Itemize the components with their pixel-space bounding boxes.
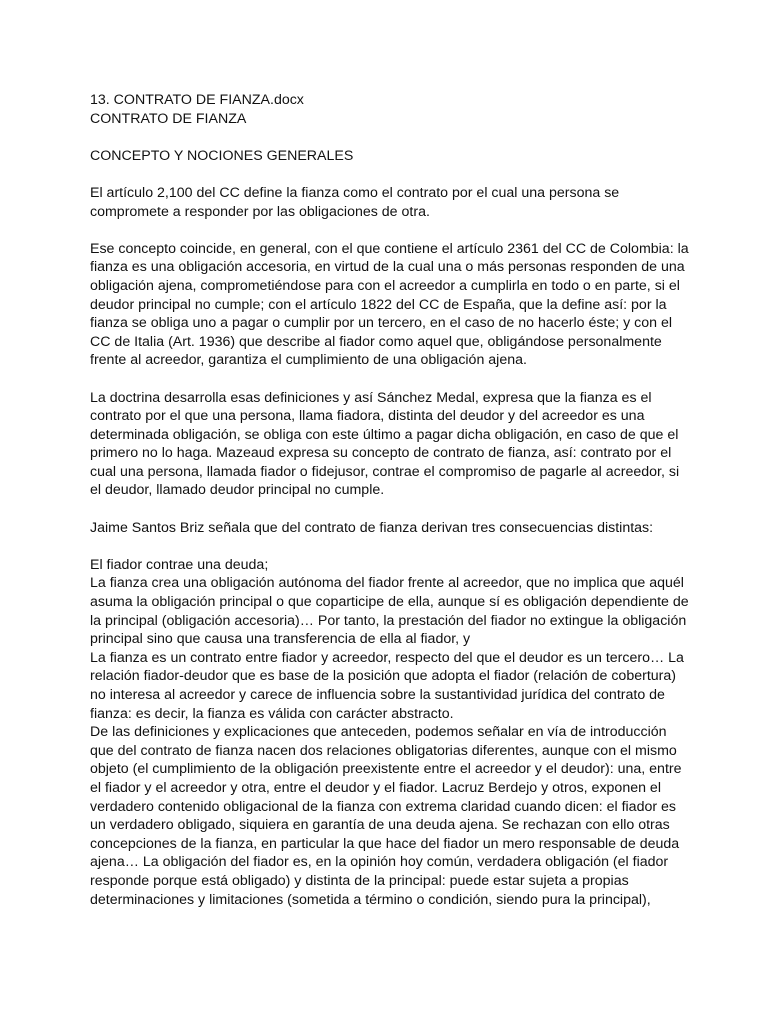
- blank-line: [90, 165, 690, 184]
- paragraph: [90, 389, 690, 501]
- paragraph-line: CC de Italia (Art. 1936) que describe al fiador como aquel que, obligándose personalmente: [90, 333, 662, 350]
- paragraph-line: determinada obligación, se obliga con este último a pagar dicha obligación, en caso de que el: [90, 426, 679, 443]
- blank-line: [90, 537, 690, 556]
- blank-line: [90, 370, 690, 389]
- paragraph: [90, 556, 690, 909]
- paragraph-line: el deudor, llamado deudor principal no cumple.: [90, 482, 385, 499]
- section-heading: CONCEPTO Y NOCIONES GENERALES: [90, 147, 354, 164]
- paragraph-line: primero no lo haga. Mazeaud expresa su concepto de contrato de fianza, así: contrato por el: [90, 445, 672, 462]
- blank-line: [90, 221, 690, 240]
- paragraph: [90, 240, 690, 370]
- document-body: [90, 91, 690, 909]
- paragraph-container: [90, 184, 690, 909]
- paragraph-line: objeto (el cumplimiento de la obligación preexistente entre el acreedor y el deudor): una, entre: [90, 761, 682, 778]
- paragraph-line: cual una persona, llamada fiador o fidejusor, contrae el compromiso de pagarle al acreedor, si: [90, 463, 680, 480]
- paragraph-line: La fianza es un contrato entre fiador y acreedor, respecto del que el deudor es un tercero… La: [90, 649, 684, 666]
- paragraph-line: verdadero contenido obligacional de la fianza con extrema claridad cuando dicen: el fiador es: [90, 798, 677, 815]
- paragraph-line: El artículo 2,100 del CC define la fianza como el contrato por el cual una persona se: [90, 184, 620, 201]
- paragraph: [90, 519, 690, 538]
- paragraph-line: El fiador contrae una deuda;: [90, 556, 269, 573]
- paragraph-line: fianza se obliga uno a pagar o cumplir por un tercero, en el caso de no hacerlo éste; y con el: [90, 315, 673, 332]
- paragraph-line: asuma la obligación principal o que coparticipe de ella, aunque sí es obligación dependiente de: [90, 594, 689, 611]
- paragraph-line: contrato por el que una persona, llama fiadora, distinta del deudor y del acreedor es una: [90, 408, 645, 425]
- paragraph-line: obligación ajena, comprometiéndose para con el acreedor a cumplirla en todo o en parte, si el: [90, 277, 680, 294]
- paragraph-line: deudor principal no cumple; con el artículo 1822 del CC de España, que la define así: por la: [90, 296, 667, 313]
- paragraph-line: determinaciones y limitaciones (sometida a término o condición, siendo pura la principal),: [90, 891, 651, 908]
- blank-line: [90, 500, 690, 519]
- blank-line: [90, 128, 690, 147]
- paragraph-line: que del contrato de fianza nacen dos relaciones obligatorias diferentes, aunque con el mismo: [90, 742, 677, 759]
- document-filename: 13. CONTRATO DE FIANZA.docx: [90, 92, 304, 108]
- paragraph-line: relación fiador-deudor que es base de la posición que adopta el fiador (relación de cobertura): [90, 668, 677, 685]
- paragraph-line: responde porque está obligado) y distinta de la principal: puede estar sujeta a propias: [90, 872, 629, 889]
- paragraph-line: frente al acreedor, garantiza el cumplimiento de una obligación ajena.: [90, 352, 527, 369]
- paragraph-line: la principal (obligación accesoria)… Por tanto, la prestación del fiador no extingue la obligación: [90, 612, 687, 629]
- paragraph-line: ajena… La obligación del fiador es, en la opinión hoy común, verdadera obligación (el fiador: [90, 854, 669, 871]
- paragraph-line: La fianza crea una obligación autónoma del fiador frente al acreedor, que no implica que aquél: [90, 575, 684, 592]
- paragraph-line: no interesa al acreedor y carece de influencia sobre la sustantividad jurídica del contrato de: [90, 687, 665, 703]
- paragraph-line: un verdadero obligado, siquiera en garantía de una deuda ajena. Se rechazan con ello otras: [90, 817, 670, 834]
- paragraph-line: Jaime Santos Briz señala que del contrato de fianza derivan tres consecuencias distintas:: [90, 519, 654, 536]
- paragraph: [90, 184, 690, 221]
- paragraph-line: compromete a responder por las obligaciones de otra.: [90, 203, 430, 220]
- paragraph-line: De las definiciones y explicaciones que anteceden, podemos señalar en vía de introducción: [90, 724, 667, 741]
- paragraph-line: Ese concepto coincide, en general, con el que contiene el artículo 2361 del CC de Colombia: la: [90, 240, 689, 257]
- document-title: CONTRATO DE FIANZA: [90, 110, 247, 127]
- paragraph-line: La doctrina desarrolla esas definiciones y así Sánchez Medal, expresa que la fianza es el: [90, 389, 652, 406]
- paragraph-line: concepciones de la fianza, en particular la que hace del fiador un mero responsable de deuda: [90, 835, 680, 852]
- paragraph-line: fianza: es decir, la fianza es válida con carácter abstracto.: [90, 705, 454, 722]
- paragraph-line: fianza es una obligación accesoria, en virtud de la cual una o más personas responden de una: [90, 259, 685, 276]
- paragraph-line: el fiador y el acreedor y otra, entre el deudor y el fiador. Lacruz Berdejo y otros, exponen el: [90, 779, 661, 796]
- paragraph-line: principal sino que causa una transferencia de ella al fiador, y: [90, 631, 471, 648]
